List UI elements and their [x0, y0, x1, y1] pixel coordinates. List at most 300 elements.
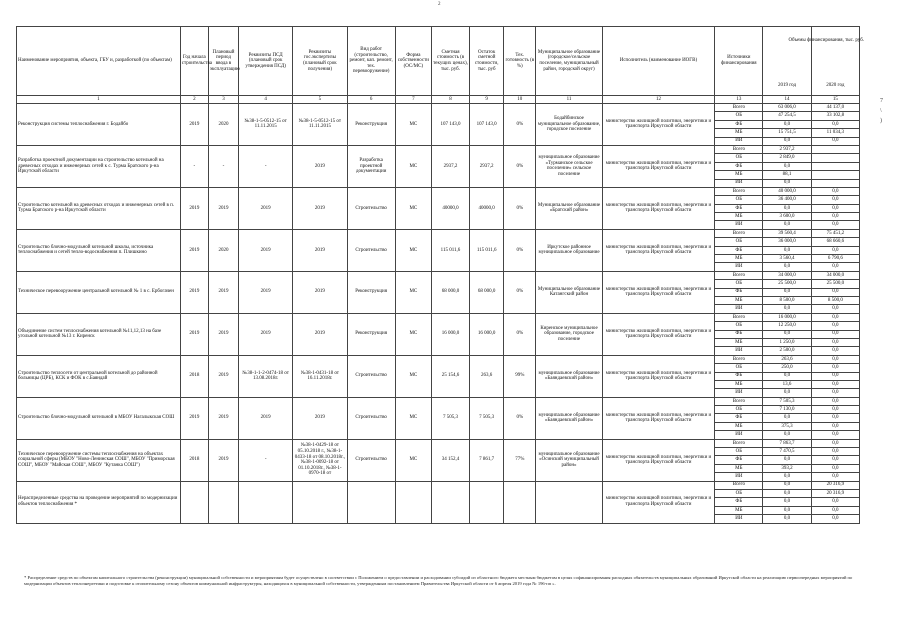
commission-period: 2019	[208, 355, 238, 397]
column-number: 9	[470, 96, 504, 104]
executor: министерство жилищной политики, энергетики и транспорта Иркутской области	[602, 439, 715, 481]
municipality: муниципальное образование «Баяндаевский район»	[536, 355, 602, 397]
fund-source-label: МБ	[715, 380, 763, 388]
fund-source-label: ИИ	[715, 263, 763, 271]
amount-y2019: 1 250,0	[763, 338, 811, 346]
page-number: 2	[438, 2, 441, 7]
amount-y2019: 15 751,5	[763, 129, 811, 137]
psd-details: 2019	[239, 229, 293, 271]
fund-source-label: ОБ	[715, 196, 763, 204]
table-row	[17, 104, 860, 112]
col-header-start-year: Год начала строительства	[180, 27, 208, 96]
amount-y2019: 263,6	[763, 355, 811, 363]
ownership: МС	[395, 271, 431, 313]
amount-y2019: 7 505,3	[763, 397, 811, 405]
start-year: 2019	[180, 229, 208, 271]
commission-period: 2019	[208, 271, 238, 313]
fund-source-label: ОБ	[715, 364, 763, 372]
estimated-cost: 2937,2	[431, 145, 469, 187]
amount-y2019: 7 130,0	[763, 406, 811, 414]
fund-source-label: ОБ	[715, 448, 763, 456]
commission-period: 2019	[208, 313, 238, 355]
object-name: Техническое перевооружение системы теплоснабжения на объектах социальной сферы (МБОУ "Ново-Ленинская СОШ", МБОУ "Приморская СОШ", МБОУ "Майская СОШ", МБОУ "Кутанка СОШ")	[17, 439, 181, 481]
amount-y2019: 0,0	[763, 120, 811, 128]
start-year: 2019	[180, 104, 208, 146]
amount-y2020: 0,0	[811, 448, 859, 456]
amount-y2019: 16 000,0	[763, 313, 811, 321]
column-number: 3	[208, 96, 238, 104]
psd-details: 2019	[239, 313, 293, 355]
expertise-details: №38-1-5-0512-15 от 11.11.2015	[293, 104, 347, 146]
amount-y2019: 0,0	[763, 414, 811, 422]
amount-y2019: 0,0	[763, 389, 811, 397]
executor: министерство жилищной политики, энергетики и транспорта Иркутской области	[602, 481, 715, 523]
fund-source-label: Всего	[715, 313, 763, 321]
col-header-remaining: Остаток сметной стоимости, тыс. руб	[470, 27, 504, 96]
amount-y2020: 0,0	[811, 389, 859, 397]
column-number: 13	[715, 96, 763, 104]
municipality: муниципальное образование «Баяндаевский район»	[536, 397, 602, 439]
amount-y2019: 0,0	[763, 431, 811, 439]
amount-y2020: 0,0	[811, 406, 859, 414]
amount-y2020: 0,0	[811, 372, 859, 380]
fund-source-label: МБ	[715, 171, 763, 179]
col-header-work-type: Вид работ (строительство, ремонт, кап. ремонт, тех. перевооружение)	[347, 27, 395, 96]
amount-y2020: 0,0	[811, 473, 859, 481]
object-name: Объединение систем теплоснабжения котельной №11,12,13 на базе угольной котельной №13 г. Киренск	[17, 313, 181, 355]
commission-period: 2020	[208, 229, 238, 271]
municipality: Муниципальное образование «Братский район»	[536, 187, 602, 229]
start-year: -	[180, 145, 208, 187]
fund-source-label: Всего	[715, 481, 763, 489]
amount-y2020: 20 316,9	[811, 489, 859, 497]
fund-source-label: Всего	[715, 145, 763, 153]
fund-source-label: МБ	[715, 422, 763, 430]
amount-y2020: 0,0	[811, 305, 859, 313]
remaining-cost: 16 000,0	[470, 313, 504, 355]
fund-source-label: ИИ	[715, 305, 763, 313]
executor: министерство жилищной политики, энергетики и транспорта Иркутской области	[602, 271, 715, 313]
amount-y2019: 0,0	[763, 179, 811, 187]
work-type: Реконструкция	[347, 313, 395, 355]
amount-y2019: 0,0	[763, 456, 811, 464]
psd-details: 2019	[239, 187, 293, 229]
object-name: Строительство блочно-модульной котельной школы, источника теплоснабжения и сетей тепло-водоснабжения п. Плишкино	[17, 229, 181, 271]
fund-source-label: Всего	[715, 439, 763, 447]
executor: министерство жилищной политики, энергетики и транспорта Иркутской области	[602, 313, 715, 355]
executor: министерство жилищной политики, энергетики и транспорта Иркутской области	[602, 187, 715, 229]
fund-source-label: ИИ	[715, 473, 763, 481]
amount-y2019: 3 560,4	[763, 255, 811, 263]
amount-y2020: 34 000,0	[811, 271, 859, 279]
commission-period: -	[208, 145, 238, 187]
amount-y2020: 0,0	[811, 464, 859, 472]
readiness: 77%	[504, 439, 536, 481]
amount-y2020: 75 451,2	[811, 229, 859, 237]
fund-source-label: ОБ	[715, 280, 763, 288]
col-header-commission: Плановый период ввода в эксплуатацию	[208, 27, 238, 96]
amount-y2019: 12 250,0	[763, 322, 811, 330]
commission-period: 2020	[208, 104, 238, 146]
start-year: 2018	[180, 355, 208, 397]
readiness: 0%	[504, 187, 536, 229]
column-number: 5	[293, 96, 347, 104]
amount-y2020	[811, 145, 859, 153]
commission-period: 2019	[208, 439, 238, 481]
amount-y2020: 6 790,6	[811, 255, 859, 263]
table-row	[17, 313, 860, 321]
amount-y2019: 39 560,4	[763, 229, 811, 237]
amount-y2020: 0,0	[811, 322, 859, 330]
fund-source-label: ФБ	[715, 288, 763, 296]
group-title: Объемы финансирования, тыс. руб.	[788, 37, 865, 43]
col-header-executor: Исполнитель (наименование ИОГВ)	[602, 27, 715, 96]
amount-y2020: 0,0	[811, 515, 859, 523]
expertise-details: 2019	[293, 397, 347, 439]
amount-y2020: 0,0	[811, 213, 859, 221]
fund-source-label: ИИ	[715, 347, 763, 355]
amount-y2020: 0,0	[811, 506, 859, 514]
work-type: Строительство	[347, 439, 395, 481]
psd-details: -	[239, 145, 293, 187]
work-type: Строительство	[347, 397, 395, 439]
executor: министерство жилищной политики, энергетики и транспорта Иркутской области	[602, 397, 715, 439]
amount-y2020: 0,0	[811, 330, 859, 338]
estimated-cost	[431, 481, 469, 523]
margin-marks	[880, 96, 883, 126]
expertise-details: №38-1-0431-18 от 16.11.2018г.	[293, 355, 347, 397]
ownership: МС	[395, 397, 431, 439]
fund-source-label: Всего	[715, 271, 763, 279]
municipality: Бодайбинское муниципальное образование, городское поселение	[536, 104, 602, 146]
fund-source-label: МБ	[715, 129, 763, 137]
start-year: 2019	[180, 187, 208, 229]
remaining-cost: 115 011,6	[470, 229, 504, 271]
expertise-details: №38-1-0429-18 от 05.10.2018 г., №38-1-0433-18 от 08.10.2018г., №38-1-0092-18 от 01.10.2018г., №38-1-0970-18 от	[293, 439, 347, 481]
table-row	[17, 439, 860, 447]
amount-y2019: 2 500,0	[763, 347, 811, 355]
fund-source-label: ОБ	[715, 154, 763, 162]
amount-y2020: 0,0	[811, 187, 859, 195]
amount-y2020: 44 137,0	[811, 104, 859, 112]
fund-source-label: ФБ	[715, 456, 763, 464]
amount-y2019: 7 863,7	[763, 439, 811, 447]
amount-y2020	[811, 179, 859, 187]
amount-y2020: 0,0	[811, 313, 859, 321]
amount-y2020: 0,0	[811, 422, 859, 430]
ownership: МС	[395, 104, 431, 146]
amount-y2020: 0,0	[811, 431, 859, 439]
amount-y2019: 0,0	[763, 288, 811, 296]
work-type: Строительство	[347, 187, 395, 229]
amount-y2019: 34 000,0	[763, 271, 811, 279]
municipality: Муниципальное образование Катангский район	[536, 271, 602, 313]
executor: министерство жилищной политики, энергетики и транспорта Иркутской области	[602, 229, 715, 271]
amount-y2019: 0,0	[763, 481, 811, 489]
readiness: 0%	[504, 313, 536, 355]
fund-source-label: ФБ	[715, 372, 763, 380]
table-row	[17, 229, 860, 237]
amount-y2020: 0,0	[811, 439, 859, 447]
table-row	[17, 397, 860, 405]
table-row	[17, 481, 860, 489]
amount-y2019: 3 600,0	[763, 213, 811, 221]
amount-y2019: 0,0	[763, 137, 811, 145]
start-year	[180, 481, 208, 523]
column-number: 10	[504, 96, 536, 104]
ownership: МС	[395, 145, 431, 187]
financing-table	[16, 26, 865, 524]
remaining-cost: 40000,0	[470, 187, 504, 229]
psd-details	[239, 481, 293, 523]
fund-source-label: ФБ	[715, 120, 763, 128]
remaining-cost	[470, 481, 504, 523]
object-name: Реконструкция системы теплоснабжения г. Бодайбо	[17, 104, 181, 146]
commission-period: 2019	[208, 187, 238, 229]
amount-y2019: 63 006,0	[763, 104, 811, 112]
table-row	[17, 187, 860, 195]
amount-y2019: 0,0	[763, 498, 811, 506]
work-type: Строительство	[347, 229, 395, 271]
estimated-cost: 16 000,0	[431, 313, 469, 355]
header-row	[17, 27, 860, 96]
amount-y2020: 0,0	[811, 120, 859, 128]
col-header-expertise: Реквизиты гос.экспертизы (плановый срок получения)	[293, 27, 347, 96]
readiness: 0%	[504, 145, 536, 187]
fund-source-label: МБ	[715, 464, 763, 472]
municipality: муниципальное образование «Осинский муниципальный район»	[536, 439, 602, 481]
municipality	[536, 481, 602, 523]
column-number: 2	[180, 96, 208, 104]
fund-source-label: ИИ	[715, 179, 763, 187]
readiness: 0%	[504, 229, 536, 271]
object-name: Техническое перевооружение центральной котельной № 1 в с. Ербогачен	[17, 271, 181, 313]
fund-source-label: ИИ	[715, 137, 763, 145]
psd-details: 2019	[239, 397, 293, 439]
work-type: Реконструкция	[347, 271, 395, 313]
work-type: Строительство	[347, 355, 395, 397]
amount-y2019: 0,0	[763, 372, 811, 380]
start-year: 2019	[180, 271, 208, 313]
fund-source-label: ОБ	[715, 489, 763, 497]
psd-details: №38-1-1-2-0474-18 от 13.08.2018г.	[239, 355, 293, 397]
expertise-details: 2019	[293, 229, 347, 271]
object-name: Строительство котельной на древесных отходах и инженерных сетей в п. Турма Братского р-на Иркутской области	[17, 187, 181, 229]
amount-y2019: 47 254,5	[763, 112, 811, 120]
amount-y2019: 40 000,0	[763, 187, 811, 195]
amount-y2019: 0,0	[763, 473, 811, 481]
readiness	[504, 481, 536, 523]
amount-y2019: 0,0	[763, 515, 811, 523]
amount-y2020: 0,0	[811, 288, 859, 296]
year-2019-label: 2019 год	[778, 83, 797, 89]
estimated-cost: 7 505,3	[431, 397, 469, 439]
column-number: 7	[395, 96, 431, 104]
amount-y2020: 33 102,8	[811, 112, 859, 120]
municipality: муниципальное образование «Турманское сельское поселение» сельское поселение	[536, 145, 602, 187]
col-header-readiness: Тех. готовность (в %)	[504, 27, 536, 96]
ownership: МС	[395, 313, 431, 355]
amount-y2020	[811, 154, 859, 162]
col-header-psd: Реквизиты ПСД (плановый срок утверждения ПСД)	[239, 27, 293, 96]
amount-y2020: 0,0	[811, 397, 859, 405]
expertise-details: 2019	[293, 271, 347, 313]
psd-details: 2019	[239, 271, 293, 313]
amount-y2020: 0,0	[811, 498, 859, 506]
fund-source-label: ИИ	[715, 389, 763, 397]
table-row	[17, 271, 860, 279]
executor: министерство жилищной политики, энергетики и транспорта Иркутской области	[602, 104, 715, 146]
amount-y2019: 0,0	[763, 330, 811, 338]
expertise-details	[293, 481, 347, 523]
fund-source-label: Всего	[715, 229, 763, 237]
fund-source-label: Всего	[715, 187, 763, 195]
readiness: 0%	[504, 271, 536, 313]
executor: министерство жилищной политики, энергетики и транспорта Иркутской области	[602, 145, 715, 187]
amount-y2019: 0,0	[763, 162, 811, 170]
amount-y2020: 0,0	[811, 364, 859, 372]
work-type: Разработка проектной документации	[347, 145, 395, 187]
column-number: 4	[239, 96, 293, 104]
readiness: 0%	[504, 104, 536, 146]
fund-source-label: МБ	[715, 296, 763, 304]
column-number: 11	[536, 96, 602, 104]
fund-source-label: ИИ	[715, 515, 763, 523]
amount-y2020: 0,0	[811, 196, 859, 204]
start-year: 2019	[180, 397, 208, 439]
margin-mark: 7	[880, 98, 883, 104]
estimated-cost: 115 011,6	[431, 229, 469, 271]
column-number: 1	[17, 96, 181, 104]
amount-y2019: 2 849,0	[763, 154, 811, 162]
commission-period	[208, 481, 238, 523]
column-number: 8	[431, 96, 469, 104]
fund-source-label: ФБ	[715, 330, 763, 338]
amount-y2019: 0,0	[763, 263, 811, 271]
ownership: МС	[395, 229, 431, 271]
footnote: * Распределение средств по объектам капитального строительства (реконструкции) муниципальной собственности и мероприятиям будет осуществлено в соответствии с Положением о предоставлении и расходовании субсидий из областного бюджета местным бюджетам в целях софинансирования расходных обязательств муниципальных образований Иркутской области на реализацию первоочередных мероприятий по модернизации объектов теплоэнергетики и подготовке к отопительному сезону объектов коммунальной инфраструктуры, находящихся в муниципальной собственности, утвержденным постановлением Правительства Иркутской области от 6 апреля 2019 года № 196-пп ».	[24, 575, 853, 586]
object-name: Строительство теплосети от центральной котельной до районной больницы (ЦРБ), КСК и ФОК в с.Баяндай	[17, 355, 181, 397]
ownership: МС	[395, 187, 431, 229]
amount-y2020: 0,0	[811, 338, 859, 346]
amount-y2019: 393,2	[763, 464, 811, 472]
estimated-cost: 107 143,0	[431, 104, 469, 146]
column-numbers-row	[17, 96, 860, 104]
amount-y2020	[811, 162, 859, 170]
amount-y2019: 375,3	[763, 422, 811, 430]
amount-y2020: 20 316,9	[811, 481, 859, 489]
executor: министерство жилищной политики, энергетики и транспорта Иркутской области	[602, 355, 715, 397]
object-name: Нераспределенные средства на проведение мероприятий по модернизации объектов теплоснабжения *	[17, 481, 181, 523]
amount-y2019: 0,0	[763, 506, 811, 514]
object-name: Разработка проектной документации на строительство котельной на древесных отходах и инженерных сетей к с. Турма Братского р-на Иркутской области	[17, 145, 181, 187]
work-type: Реконструкция	[347, 104, 395, 146]
fund-source-label: МБ	[715, 506, 763, 514]
expertise-details: 2019	[293, 187, 347, 229]
remaining-cost: 68 000,0	[470, 271, 504, 313]
amount-y2019: 13,6	[763, 380, 811, 388]
col-header-sources: Источники финансирования	[715, 27, 763, 96]
psd-details: -	[239, 439, 293, 481]
col-header-municipality: Муниципальное образование (городское/сельское поселение, муниципальный район, городской округ)	[536, 27, 602, 96]
amount-y2020: 0,0	[811, 246, 859, 254]
fund-source-label: ФБ	[715, 204, 763, 212]
estimated-cost: 40000,0	[431, 187, 469, 229]
commission-period: 2019	[208, 397, 238, 439]
remaining-cost: 2937,2	[470, 145, 504, 187]
fund-source-label: МБ	[715, 213, 763, 221]
amount-y2019: 0,0	[763, 246, 811, 254]
amount-y2020: 0,0	[811, 204, 859, 212]
readiness: 0%	[504, 397, 536, 439]
column-number: 15	[811, 96, 859, 104]
amount-y2019: 0,0	[763, 204, 811, 212]
amount-y2019: 36 000,0	[763, 238, 811, 246]
column-number: 14	[763, 96, 811, 104]
ownership	[395, 481, 431, 523]
amount-y2019: 250,0	[763, 364, 811, 372]
fund-source-label: ОБ	[715, 112, 763, 120]
amount-y2020: 0,0	[811, 137, 859, 145]
column-number: 6	[347, 96, 395, 104]
margin-mark: )	[880, 118, 882, 124]
amount-y2020: 0,0	[811, 380, 859, 388]
municipality: Киренское муниципальное образование, городское поселение	[536, 313, 602, 355]
col-header-2020: 2020 год	[811, 27, 859, 96]
estimated-cost: 68 000,0	[431, 271, 469, 313]
column-number: 12	[602, 96, 715, 104]
fund-source-label: ОБ	[715, 406, 763, 414]
amount-y2020: 0,0	[811, 221, 859, 229]
fund-source-label: ФБ	[715, 414, 763, 422]
amount-y2019: 36 400,0	[763, 196, 811, 204]
amount-y2019: 8 500,0	[763, 296, 811, 304]
ownership: МС	[395, 439, 431, 481]
estimated-cost: 25 154,6	[431, 355, 469, 397]
fund-source-label: ФБ	[715, 498, 763, 506]
start-year: 2019	[180, 313, 208, 355]
amount-y2020: 0,0	[811, 414, 859, 422]
col-header-ownership: Форма собственности (ОС/МС)	[395, 27, 431, 96]
fund-source-label: Всего	[715, 104, 763, 112]
fund-source-label: ИИ	[715, 221, 763, 229]
amount-y2020	[811, 171, 859, 179]
fund-source-label: МБ	[715, 338, 763, 346]
expertise-details: 2019	[293, 145, 347, 187]
amount-y2019: 2 937,2	[763, 145, 811, 153]
amount-y2019: 0,0	[763, 489, 811, 497]
municipality: Иркутское районное муниципальное образование	[536, 229, 602, 271]
amount-y2020: 0,0	[811, 456, 859, 464]
object-name: Строительство блочно-модульной котельной в МБОУ Нагалыкская СОШ	[17, 397, 181, 439]
fund-source-label: ОБ	[715, 238, 763, 246]
col-header-name: Наименование мероприятия, объекта, ГБУ и, разработкой (по объектам)	[17, 27, 181, 96]
estimated-cost: 34 152,4	[431, 439, 469, 481]
fund-source-label: Всего	[715, 355, 763, 363]
amount-y2020: 11 034,3	[811, 129, 859, 137]
expertise-details: 2019	[293, 313, 347, 355]
amount-y2020: 25 500,0	[811, 280, 859, 288]
ownership: МС	[395, 355, 431, 397]
psd-details: №38-1-5-0512-15 от 11.11.2015	[239, 104, 293, 146]
remaining-cost: 7 505,3	[470, 397, 504, 439]
start-year: 2018	[180, 439, 208, 481]
fund-source-label: Всего	[715, 397, 763, 405]
amount-y2019: 0,0	[763, 305, 811, 313]
fund-source-label: ИИ	[715, 431, 763, 439]
amount-y2020: 0,0	[811, 263, 859, 271]
table-row	[17, 145, 860, 153]
